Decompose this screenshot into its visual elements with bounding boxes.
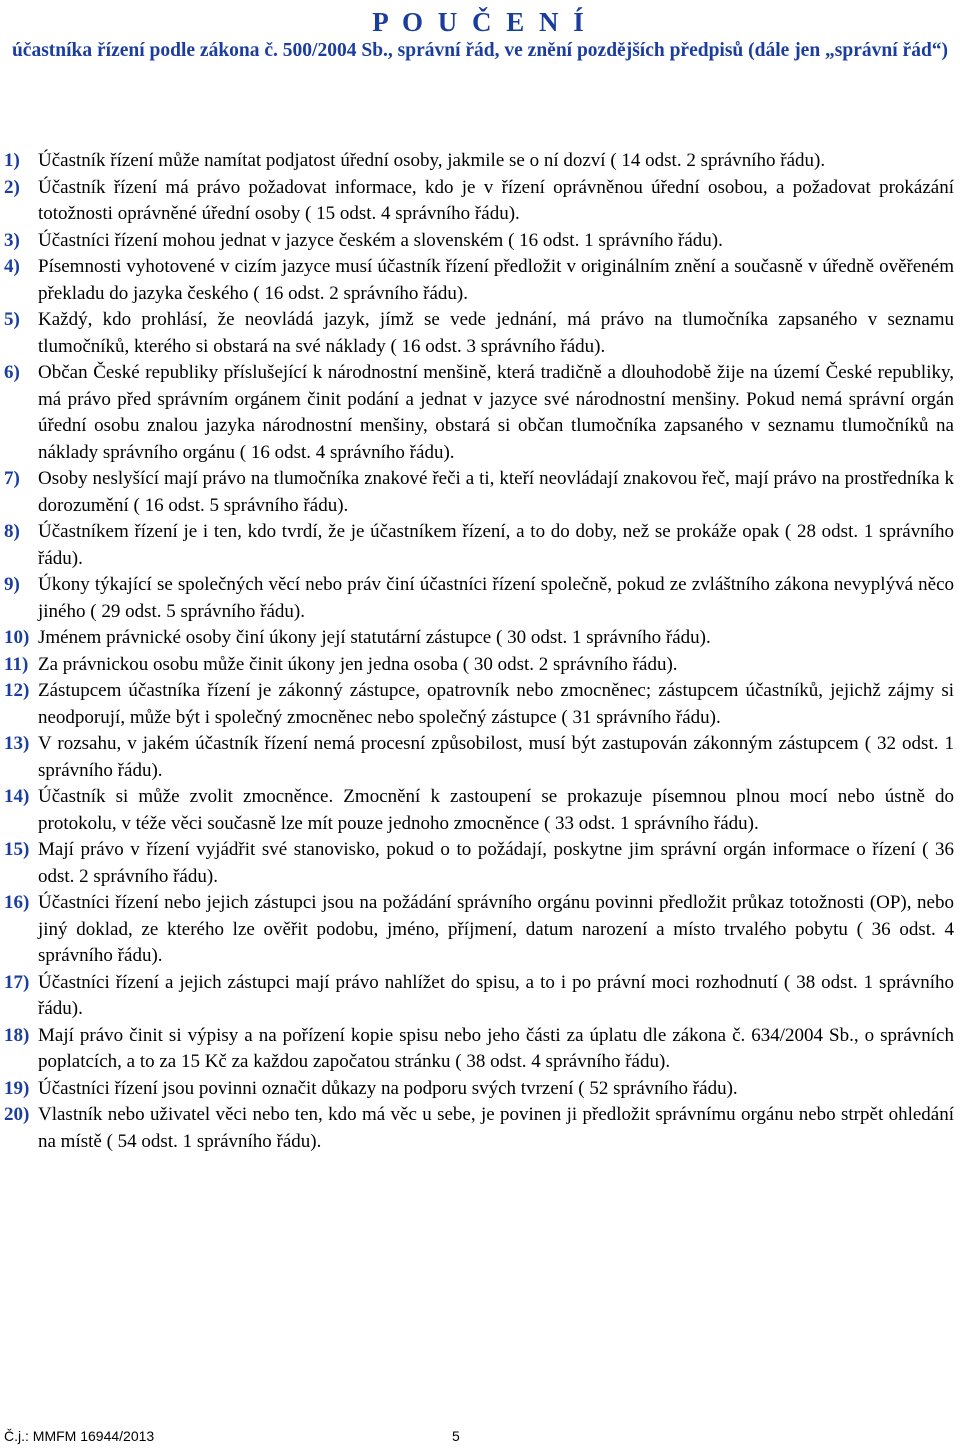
item-number: 17)	[4, 971, 30, 993]
list-item	[4, 175, 954, 228]
list-item	[4, 784, 954, 837]
item-number: 11)	[4, 653, 29, 675]
item-number: 20)	[4, 1104, 30, 1125]
item-number: 19)	[4, 1077, 30, 1099]
page-number: 5	[452, 1428, 460, 1444]
list-item	[4, 731, 954, 784]
list-item	[4, 678, 954, 731]
item-text: Účastníci řízení a jejich zástupci mají právo nahlížet do spisu, a to i po právní moci rozhodnutí ( 38 odst. 1 správního řádu).	[38, 971, 954, 1019]
item-text: Za právnickou osobu může činit úkony jen jedna osoba ( 30 odst. 2 správního řádu).	[38, 653, 678, 675]
list-item	[4, 572, 954, 625]
item-number: 13)	[4, 733, 30, 754]
item-text: Mají právo činit si výpisy a na pořízení kopie spisu nebo jeho části za úplatu dle zákona č. 634/2004 Sb., o správních poplatcích, a to za 15 Kč za každou započatou stránku ( 38 odst. 4 správního řádu).	[38, 1024, 954, 1072]
item-text: Mají právo v řízení vyjádřit své stanovisko, pokud o to požádají, poskytne jim správní orgán informace o řízení ( 36 odst. 2 správního řádu).	[38, 839, 954, 887]
item-text: Účastníci řízení mohou jednat v jazyce českém a slovenském ( 16 odst. 1 správního řádu).	[38, 229, 723, 251]
item-number: 9)	[4, 574, 20, 595]
item-number: 2)	[4, 176, 20, 198]
item-text: Účastník si může zvolit zmocněnce. Zmocnění k zastoupení se prokazuje písemnou plnou mocí nebo ústně do protokolu, v téže věci současně lze mít pouze jednoho zmocněnce ( 33 odst. 1 správního řádu).	[38, 786, 954, 834]
item-text: Účastníci řízení jsou povinni označit důkazy na podporu svých tvrzení ( 52 správního řádu).	[38, 1077, 738, 1099]
list-item	[4, 1102, 954, 1155]
item-text: Vlastník nebo uživatel věci nebo ten, kdo má věc u sebe, je povinen ji předložit správnímu orgánu nebo strpět ohledání na místě ( 54 odst. 1 správního řádu).	[38, 1104, 954, 1152]
item-number: 7)	[4, 468, 20, 489]
list-item	[4, 254, 954, 307]
page-title: P O U Č E N Í	[372, 7, 588, 37]
list-item	[4, 652, 954, 679]
item-text: Účastník řízení může namítat podjatost úřední osoby, jakmile se o ní dozví ( 14 odst. 2 správního řádu).	[38, 150, 826, 171]
item-text: Občan České republiky příslušející k národnostní menšině, která tradičně a dlouhodobě žije na území České republiky, má právo před správním orgánem činit podání a jednat v jazyce své národnostní menšiny. Pokud nemá správní orgán úřední osobu znalou jazyka národnostní menšiny, obstará si občan tlumočníka zapsaného v seznamu tlumočníků na náklady správního orgánu ( 16 odst. 4 správního řádu).	[38, 362, 954, 463]
list-item	[4, 890, 954, 970]
item-text: Každý, kdo prohlásí, že neovládá jazyk, jímž se vede jednání, má právo na tlumočníka zapsaného v seznamu tlumočníků, kterého si obstará na své náklady ( 16 odst. 3 správního řádu).	[38, 309, 954, 357]
item-text: V rozsahu, v jakém účastník řízení nemá procesní způsobilost, musí být zastupován zákonným zástupcem ( 32 odst. 1 správního řádu).	[38, 733, 954, 781]
item-number: 10)	[4, 627, 30, 648]
item-text: Písemnosti vyhotovené v cizím jazyce musí účastník řízení předložit v originálním znění a současně v úředně ověřeném překladu do jazyka českého ( 16 odst. 2 správního řádu).	[38, 256, 954, 304]
list-item	[4, 1076, 954, 1103]
list-item	[4, 228, 954, 255]
item-number: 12)	[4, 680, 30, 701]
item-text: Účastníkem řízení je i ten, kdo tvrdí, že je účastníkem řízení, a to do doby, než se prokáže opak ( 28 odst. 1 správního řádu).	[38, 521, 954, 569]
item-number: 18)	[4, 1024, 30, 1046]
item-number: 15)	[4, 839, 30, 860]
item-text: Jménem právnické osoby činí úkony její statutární zástupce ( 30 odst. 1 správního řádu).	[38, 627, 711, 648]
list-item	[4, 1023, 954, 1076]
item-number: 5)	[4, 309, 20, 330]
list-item	[4, 360, 954, 466]
list-item	[4, 519, 954, 572]
list-item	[4, 466, 954, 519]
item-number: 14)	[4, 786, 30, 807]
list-item	[4, 837, 954, 890]
item-text: Úkony týkající se společných věcí nebo práv činí účastníci řízení společně, pokud ze zvláštního zákona nevyplývá něco jiného ( 29 odst. 5 správního řádu).	[38, 574, 954, 622]
item-text: Účastník řízení má právo požadovat informace, kdo je v řízení oprávněnou úřední osobou, a požadovat prokázání totožnosti oprávněné úřední osoby ( 15 odst. 4 správního řádu).	[38, 176, 954, 224]
item-number: 1)	[4, 150, 20, 171]
item-number: 6)	[4, 362, 20, 383]
reference-number: Č.j.: MMFM 16944/2013	[4, 1428, 155, 1444]
instruction-list	[4, 148, 954, 1155]
list-item	[4, 307, 954, 360]
item-text: Zástupcem účastníka řízení je zákonný zástupce, opatrovník nebo zmocněnec; zástupcem účastníků, jejichž zájmy si neodporují, může být i společný zmocněnec nebo společný zástupce ( 31 správního řádu).	[38, 680, 954, 728]
item-text: Osoby neslyšící mají právo na tlumočníka znakové řeči a ti, kteří neovládají znakovou řeč, mají právo na prostředníka k dorozumění ( 16 odst. 5 správního řádu).	[38, 468, 954, 516]
page-subtitle: účastníka řízení podle zákona č. 500/2004 Sb., správní řád, ve znění pozdějších předpisů (dále jen „správní řád“)	[11, 40, 949, 61]
list-item	[4, 148, 954, 175]
item-number: 16)	[4, 892, 30, 913]
list-item	[4, 970, 954, 1023]
item-number: 4)	[4, 256, 20, 277]
list-item	[4, 625, 954, 652]
item-text: Účastníci řízení nebo jejich zástupci jsou na požádání správního orgánu povinni předložit průkaz totožnosti (OP), nebo jiný doklad, ze kterého lze ověřit podobu, jméno, příjmení, datum narození a místo trvalého pobytu ( 36 odst. 4 správního řádu).	[38, 892, 954, 966]
item-number: 8)	[4, 521, 20, 542]
item-number: 3)	[4, 229, 20, 251]
